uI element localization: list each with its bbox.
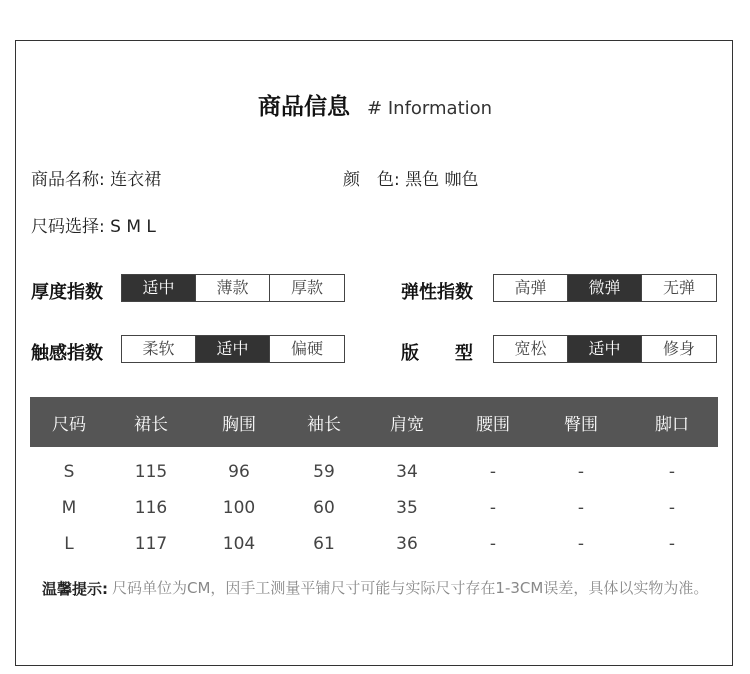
table-row	[30, 490, 718, 526]
header-cell: 肩宽	[390, 414, 424, 435]
header-cell: 脚口	[655, 414, 689, 435]
tip-label: 温馨提示:	[42, 580, 108, 598]
fit-option: 修身	[662, 339, 695, 358]
header-cell: 尺码	[52, 414, 86, 435]
header-cell: 裙长	[134, 414, 168, 435]
product-color-value: 黑色 咖色	[405, 170, 479, 190]
table-cell: -	[577, 462, 585, 482]
title-sub: # Information	[367, 98, 493, 119]
table-cell: 61	[313, 534, 335, 554]
size-table-header	[30, 397, 718, 447]
table-cell: -	[577, 534, 585, 554]
fit-option: 宽松	[494, 336, 568, 362]
table-cell: 96	[228, 462, 250, 482]
elasticity-option: 微弹	[568, 275, 642, 301]
touch-option: 柔软	[122, 336, 196, 362]
table-cell: M	[61, 498, 77, 518]
touch-option: 偏硬	[290, 339, 323, 358]
header-cell: 腰围	[476, 414, 510, 435]
product-name-value: 连衣裙	[110, 170, 162, 190]
table-cell: 35	[396, 498, 418, 518]
table-cell: 115	[134, 462, 168, 482]
table-cell: 116	[134, 498, 168, 518]
header-cell: 臀围	[564, 414, 598, 435]
thickness-options	[121, 274, 345, 302]
thickness-option: 适中	[122, 275, 196, 301]
table-cell: 59	[313, 462, 335, 482]
product-size-label: 尺码选择:	[31, 217, 105, 237]
elasticity-option: 高弹	[494, 275, 568, 301]
touch-option: 适中	[196, 336, 270, 362]
table-cell: 34	[396, 462, 418, 482]
elasticity-options	[493, 274, 717, 302]
product-color	[343, 165, 479, 190]
header-cell: 胸围	[222, 414, 256, 435]
table-row	[30, 526, 718, 562]
product-size	[31, 212, 156, 237]
table-cell: S	[63, 462, 75, 482]
elasticity-option: 无弹	[662, 278, 695, 297]
product-name	[31, 165, 161, 190]
header-cell: 袖长	[307, 414, 341, 435]
thickness-option: 薄款	[196, 275, 270, 301]
table-row	[30, 454, 718, 490]
touch-label: 触感指数	[31, 343, 103, 364]
thickness-label: 厚度指数	[31, 282, 103, 303]
table-cell: -	[489, 462, 497, 482]
table-cell: 100	[222, 498, 256, 518]
elasticity-label: 弹性指数	[401, 282, 473, 303]
size-table	[30, 397, 718, 562]
table-cell: 104	[222, 534, 256, 554]
product-name-label: 商品名称:	[31, 170, 105, 190]
table-cell: 117	[134, 534, 168, 554]
table-cell: -	[489, 534, 497, 554]
section-title	[0, 88, 750, 121]
table-cell: 60	[313, 498, 335, 518]
title-main: 商品信息	[257, 94, 350, 120]
table-cell: -	[668, 462, 676, 482]
tip-text: 尺码单位为CM，因手工测量平铺尺寸可能与实际尺寸存在1-3CM误差，具体以实物为准。	[112, 579, 709, 597]
product-color-label: 颜 色:	[343, 170, 400, 190]
fit-options	[493, 335, 717, 363]
fit-option: 适中	[568, 336, 642, 362]
size-tip	[42, 578, 722, 599]
table-cell: -	[668, 498, 676, 518]
table-cell: -	[577, 498, 585, 518]
fit-label: 版 型	[401, 343, 473, 364]
thickness-option: 厚款	[290, 278, 323, 297]
table-cell: L	[64, 534, 74, 554]
table-cell: -	[668, 534, 676, 554]
product-size-value: S M L	[110, 217, 156, 237]
table-cell: -	[489, 498, 497, 518]
touch-options	[121, 335, 345, 363]
table-cell: 36	[396, 534, 418, 554]
